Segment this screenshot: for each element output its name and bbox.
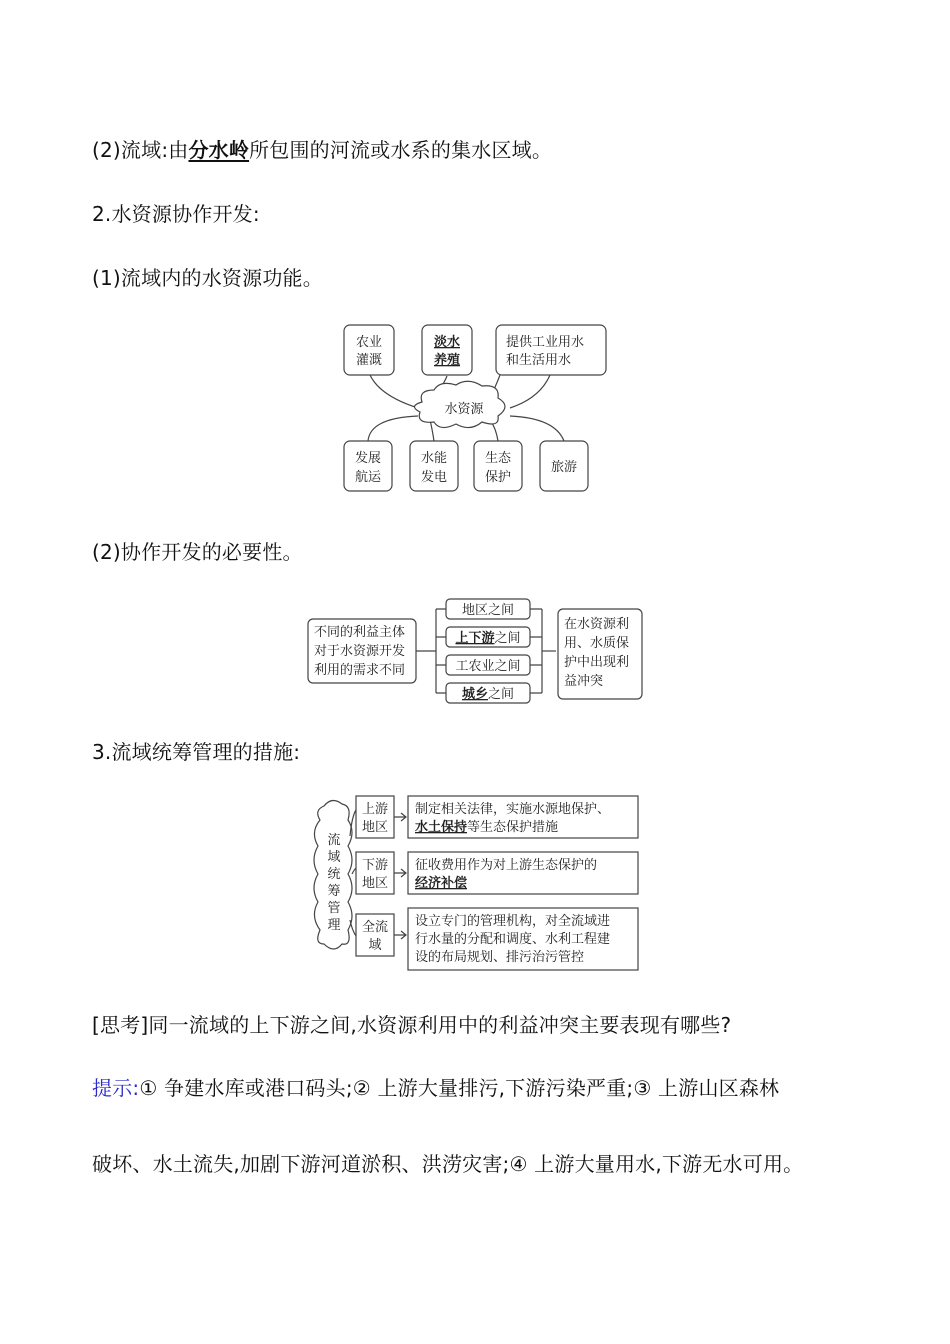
box-label: 生态 <box>484 451 512 466</box>
cloud-char: 理 <box>327 918 341 933</box>
section-2-2-heading: (2)协作开发的必要性。 <box>92 540 303 564</box>
cloud-label: 水资源 <box>444 402 484 417</box>
think-question: [思考]同一流域的上下游之间,水资源利用中的利益冲突主要表现有哪些? <box>92 1013 732 1037</box>
hint-line-1 <box>92 1074 779 1102</box>
section-3-heading: 3.流域统筹管理的措施: <box>92 740 301 764</box>
box-label: 水能 <box>420 451 448 466</box>
conflict-type-label: 地区之间 <box>461 603 515 618</box>
hint-label: 提示: <box>92 1076 140 1100</box>
box-label: 保护 <box>484 470 512 485</box>
necessity-diagram <box>300 594 650 706</box>
conflict-type-label: 城乡之间 <box>461 687 515 702</box>
box-label: 发展 <box>354 451 382 466</box>
box-label: 农业 <box>355 335 383 350</box>
box-label: 提供工业用水 <box>506 335 585 350</box>
region-label: 全流 <box>361 920 389 935</box>
box-label: 旅游 <box>550 460 578 475</box>
conflict-type-label: 上下游之间 <box>455 631 521 646</box>
region-label: 下游 <box>361 858 389 873</box>
cloud-char: 流 <box>327 833 341 848</box>
measure-text: 征收费用作为对上游生态保护的 <box>415 858 598 873</box>
definition-prefix: (2)流域:由 <box>92 138 189 162</box>
measures-diagram <box>300 790 645 975</box>
result-text: 益冲突 <box>564 674 604 689</box>
region-label: 上游 <box>361 802 389 817</box>
measure-text: 设的布局规划、排污治污管控 <box>415 950 585 965</box>
box-label: 航运 <box>354 470 382 485</box>
cause-text: 利用的需求不同 <box>314 663 406 678</box>
measure-text: 经济补偿 <box>415 876 468 891</box>
box-label: 养殖 <box>433 353 461 368</box>
cause-text: 不同的利益主体 <box>314 625 406 640</box>
box-label: 灌溉 <box>355 353 383 368</box>
region-label: 地区 <box>361 876 389 891</box>
box-label: 发电 <box>420 470 448 485</box>
water-functions-diagram <box>300 318 640 498</box>
measure-text: 水土保持等生态保护措施 <box>415 820 559 835</box>
measure-text: 设立专门的管理机构，对全流域进 <box>415 914 611 929</box>
cloud-char: 域 <box>327 850 341 865</box>
region-label: 地区 <box>361 820 389 835</box>
section-2-heading: 2.水资源协作开发: <box>92 202 260 226</box>
section-1-2-definition <box>92 136 552 164</box>
definition-emphasis: 分水岭 <box>188 138 250 162</box>
cloud-char: 筹 <box>327 884 341 899</box>
cause-text: 对于水资源开发 <box>314 644 406 659</box>
result-text: 用、水质保 <box>564 636 630 651</box>
measure-text: 制定相关法律，实施水源地保护、 <box>415 802 611 817</box>
cloud-char: 统 <box>327 867 341 882</box>
hint-line-2: 破坏、水土流失,加剧下游河道淤积、洪涝灾害;④ 上游大量用水,下游无水可用。 <box>92 1152 804 1176</box>
definition-suffix: 所包围的河流或水系的集水区域。 <box>249 138 553 162</box>
region-label: 域 <box>368 938 382 953</box>
conflict-type-label: 工农业之间 <box>455 659 521 674</box>
box-label: 淡水 <box>433 335 461 350</box>
result-text: 护中出现利 <box>564 655 630 670</box>
hint-text: ① 争建水库或港口码头;② 上游大量排污,下游污染严重;③ 上游山区森林 <box>139 1076 780 1100</box>
box-label: 和生活用水 <box>506 353 572 368</box>
result-text: 在水资源利 <box>564 617 630 632</box>
measure-text: 行水量的分配和调度、水利工程建 <box>415 932 611 947</box>
cloud-char: 管 <box>327 901 341 916</box>
section-2-1-heading: (1)流域内的水资源功能。 <box>92 266 323 290</box>
